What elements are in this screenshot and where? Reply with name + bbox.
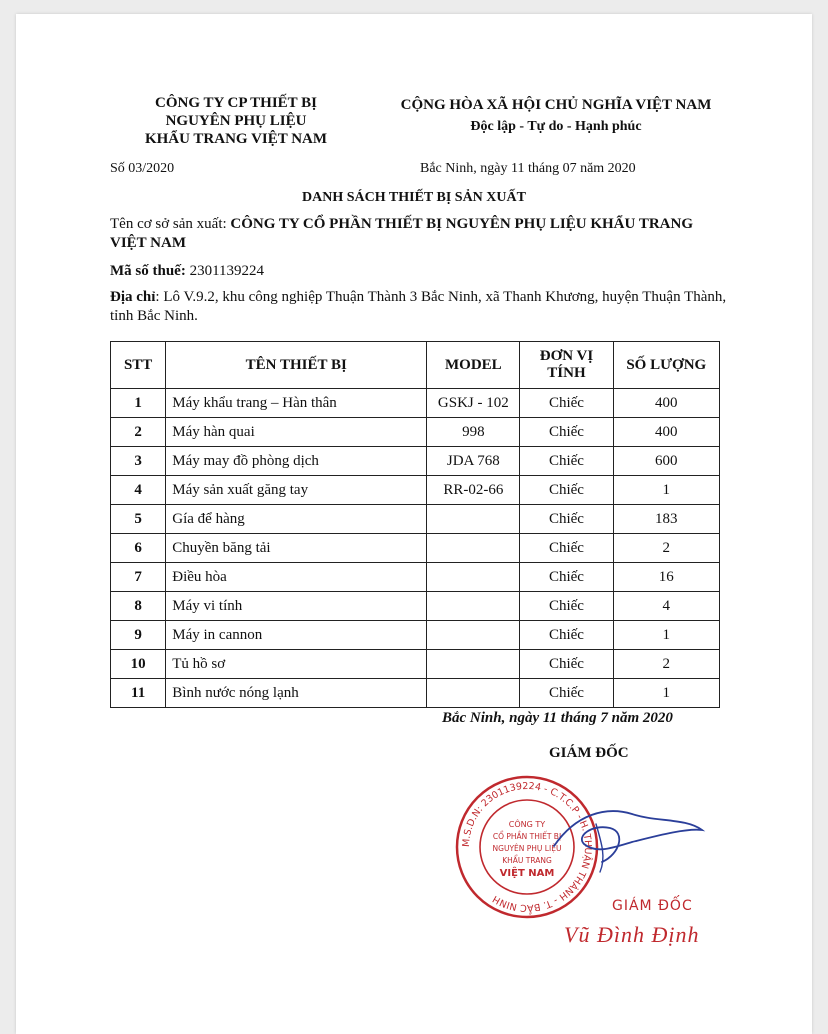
table-row <box>111 563 720 592</box>
facility-label: Tên cơ sở sản xuất: <box>110 216 227 232</box>
address-info <box>110 288 730 326</box>
signature-scribble <box>536 784 706 884</box>
header-qty: SỐ LƯỢNG <box>613 342 719 389</box>
cell-stt: 7 <box>111 563 166 592</box>
facility-info <box>110 215 730 253</box>
cell-stt: 2 <box>111 418 166 447</box>
table-row <box>111 476 720 505</box>
stamp-line-3: NGUYÊN PHỤ LIỆU <box>492 844 562 853</box>
cell-model: JDA 768 <box>427 447 520 476</box>
cell-name: Bình nước nóng lạnh <box>166 679 427 708</box>
tax-info <box>110 262 730 281</box>
cell-qty: 2 <box>613 534 719 563</box>
header-unit-line-2: TÍNH <box>547 365 586 381</box>
stamp-line-4: KHẨU TRANG <box>502 856 552 865</box>
cell-qty: 1 <box>613 679 719 708</box>
stamp-line-2: CỔ PHẦN THIẾT BỊ <box>492 832 562 841</box>
cell-name: Gía để hàng <box>166 505 427 534</box>
cell-qty: 16 <box>613 563 719 592</box>
table-row <box>111 447 720 476</box>
cell-stt: 9 <box>111 621 166 650</box>
cell-qty: 183 <box>613 505 719 534</box>
cell-model <box>427 650 520 679</box>
cell-qty: 1 <box>613 476 719 505</box>
cell-name: Máy khẩu trang – Hàn thân <box>166 389 427 418</box>
stamp-line-5: VIỆT NAM <box>499 868 555 879</box>
signing-date: Bắc Ninh, ngày 11 tháng 7 năm 2020 <box>442 710 673 726</box>
cell-stt: 6 <box>111 534 166 563</box>
cell-name: Máy sản xuất găng tay <box>166 476 427 505</box>
address-label: Địa chỉ <box>110 289 156 305</box>
cell-name: Chuyền băng tải <box>166 534 427 563</box>
cell-model: GSKJ - 102 <box>427 389 520 418</box>
table-row <box>111 505 720 534</box>
cell-name: Điều hòa <box>166 563 427 592</box>
company-header <box>116 94 356 148</box>
cell-name: Máy hàn quai <box>166 418 427 447</box>
cell-model <box>427 621 520 650</box>
equipment-table <box>110 341 720 708</box>
table-row <box>111 679 720 708</box>
cell-unit: Chiếc <box>520 650 613 679</box>
header-model: MODEL <box>427 342 520 389</box>
cell-name: Máy vi tính <box>166 592 427 621</box>
cell-qty: 600 <box>613 447 719 476</box>
table-row <box>111 621 720 650</box>
signer-name: Vũ Đình Định <box>564 922 700 947</box>
cell-unit: Chiếc <box>520 389 613 418</box>
company-line-1: CÔNG TY CP THIẾT BỊ <box>155 95 317 111</box>
nation-motto: Độc lập - Tự do - Hạnh phúc <box>470 119 642 134</box>
header-stt: STT <box>111 342 166 389</box>
cell-model: 998 <box>427 418 520 447</box>
nation-line-1: CỘNG HÒA XÃ HỘI CHỦ NGHĨA VIỆT NAM <box>400 97 712 113</box>
cell-unit: Chiếc <box>520 418 613 447</box>
cell-unit: Chiếc <box>520 563 613 592</box>
cell-name: Máy may đồ phòng dịch <box>166 447 427 476</box>
facility-value: CÔNG TY CỔ PHẦN THIẾT BỊ NGUYÊN PHỤ LIỆU KHẨU TRANG VIỆT NAM <box>110 216 693 251</box>
cell-stt: 8 <box>111 592 166 621</box>
table-row <box>111 592 720 621</box>
signer-title: GIÁM ĐỐC <box>612 898 693 914</box>
cell-unit: Chiếc <box>520 621 613 650</box>
stamp-ring-text: M.S.D.N: 2301139224 - C.T.C.P - H. THUẬN THÀNH - T. BẮC NINH <box>460 780 594 914</box>
header-name: TÊN THIẾT BỊ <box>166 342 427 389</box>
header-unit <box>520 342 613 389</box>
cell-model <box>427 679 520 708</box>
cell-model <box>427 534 520 563</box>
cell-stt: 11 <box>111 679 166 708</box>
cell-name: Tủ hồ sơ <box>166 650 427 679</box>
place-date: Bắc Ninh, ngày 11 tháng 07 năm 2020 <box>420 161 636 176</box>
document-page <box>16 14 812 1034</box>
cell-qty: 1 <box>613 621 719 650</box>
cell-qty: 400 <box>613 418 719 447</box>
table-row <box>111 389 720 418</box>
cell-unit: Chiếc <box>520 592 613 621</box>
cell-qty: 400 <box>613 389 719 418</box>
cell-unit: Chiếc <box>520 505 613 534</box>
cell-model <box>427 505 520 534</box>
cell-qty: 4 <box>613 592 719 621</box>
table-row <box>111 650 720 679</box>
document-title: DANH SÁCH THIẾT BỊ SẢN XUẤT <box>302 190 526 205</box>
address-value: : Lô V.9.2, khu công nghiệp Thuận Thành 3 Bắc Ninh, xã Thanh Khương, huyện Thuận Thành, tỉnh Bắc Ninh. <box>110 289 727 324</box>
cell-qty: 2 <box>613 650 719 679</box>
table-row <box>111 534 720 563</box>
cell-unit: Chiếc <box>520 476 613 505</box>
cell-model: RR-02-66 <box>427 476 520 505</box>
header-unit-line-1: ĐƠN VỊ <box>539 348 594 364</box>
cell-name: Máy in cannon <box>166 621 427 650</box>
director-title: GIÁM ĐỐC <box>549 745 629 761</box>
cell-stt: 3 <box>111 447 166 476</box>
cell-unit: Chiếc <box>520 447 613 476</box>
cell-stt: 1 <box>111 389 166 418</box>
tax-value: 2301139224 <box>189 263 265 279</box>
company-line-3: KHẨU TRANG VIỆT NAM <box>144 131 328 147</box>
cell-stt: 10 <box>111 650 166 679</box>
cell-unit: Chiếc <box>520 534 613 563</box>
tax-label: Mã số thuế: <box>110 263 186 279</box>
cell-unit: Chiếc <box>520 679 613 708</box>
cell-model <box>427 592 520 621</box>
cell-stt: 4 <box>111 476 166 505</box>
table-header-row <box>111 342 720 389</box>
company-line-2: NGUYÊN PHỤ LIỆU <box>165 113 307 129</box>
cell-stt: 5 <box>111 505 166 534</box>
stamp-line-1: CÔNG TY <box>508 820 546 829</box>
table-row <box>111 418 720 447</box>
document-number: Số 03/2020 <box>110 161 175 176</box>
cell-model <box>427 563 520 592</box>
national-header <box>366 94 746 138</box>
